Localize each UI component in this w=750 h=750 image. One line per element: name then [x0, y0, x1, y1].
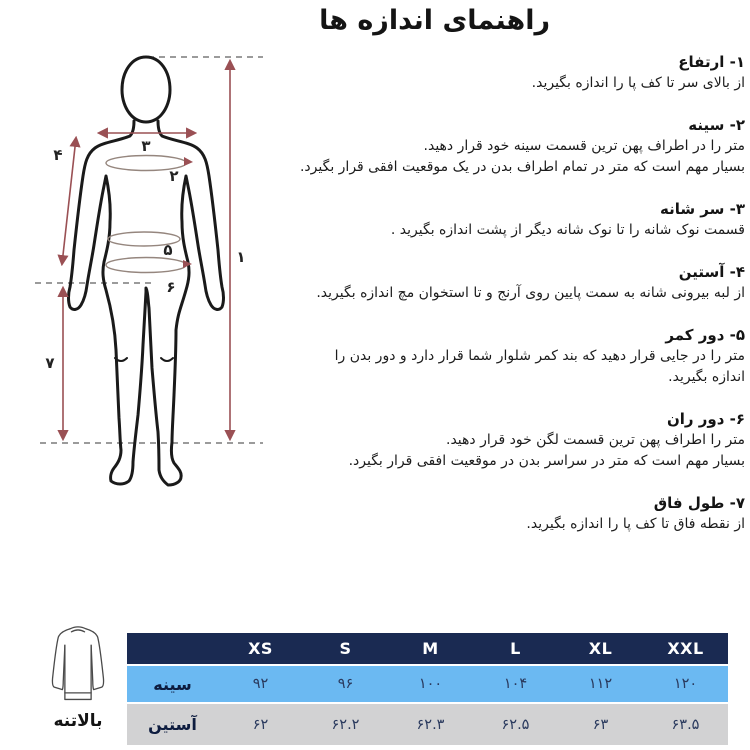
size-value-cell: ۶۲.۵ [501, 716, 530, 733]
size-table [127, 633, 728, 747]
section-text: متر را در اطراف پهن ترین قسمت سینه خود قرار دهید. [423, 138, 745, 154]
size-column-header: XL [588, 639, 613, 658]
figure-label-4: ۴ [53, 146, 63, 164]
size-table-row [127, 704, 728, 745]
size-column-header: XS [248, 639, 273, 658]
figure-label-3: ۳ [141, 137, 151, 155]
size-value-cell: ۱۰۰ [418, 676, 443, 692]
body-measurement-diagram [28, 50, 268, 512]
size-column-header: M [422, 639, 439, 658]
size-value-cell: ۱۲۰ [673, 676, 698, 692]
section-heading: ۷- طول فاق [653, 494, 745, 512]
left-knee-mark [115, 358, 127, 361]
measure-section [253, 409, 745, 472]
section-text: متر را اطراف پهن ترین قسمت لگن خود قرار دهید. [446, 432, 745, 448]
hip-measure-ellipse [106, 258, 186, 273]
figure-label-7: ۷ [45, 354, 55, 372]
page-title: راهنمای اندازه ها [319, 5, 550, 36]
section-text: بسیار مهم است که متر در سراسر بدن در موقعیت افقی قرار بگیرد. [348, 453, 745, 469]
figure-label-5: ۵ [163, 241, 173, 259]
section-text: اندازه بگیرید. [668, 369, 745, 385]
section-heading: ۶- دور ران [666, 410, 745, 428]
size-value-cell: ۶۲.۲ [331, 716, 360, 733]
section-text: از بالای سر تا کف پا را اندازه بگیرید. [531, 75, 745, 91]
row-label: سینه [153, 674, 192, 694]
section-text: از لبه بیرونی شانه به سمت پایین روی آرنج و تا استخوان مچ اندازه بگیرید. [316, 285, 745, 301]
section-heading: ۴- آستین [678, 263, 745, 281]
row-label: آستین [148, 715, 197, 734]
section-heading: ۳- سر شانه [659, 200, 745, 218]
size-column-header: S [339, 639, 352, 658]
size-value-cell: ۹۶ [337, 676, 354, 692]
size-column-header: XXL [667, 639, 704, 658]
size-value-cell: ۶۲ [252, 716, 269, 733]
size-value-cell: ۱۱۲ [588, 676, 613, 692]
measure-section [253, 325, 745, 388]
garment-label: بالاتنه [53, 711, 103, 731]
size-value-cell: ۶۳ [592, 716, 609, 733]
size-value-cell: ۶۳.۵ [671, 716, 700, 733]
right-knee-mark [161, 358, 173, 361]
section-heading: ۱- ارتفاع [678, 53, 745, 71]
figure-body-outline [69, 121, 224, 485]
measure-section [253, 52, 745, 94]
section-text: متر را در جایی قرار دهید که بند کمر شلوار شما قرار دارد و دور بدن را [334, 348, 745, 364]
figure-label-6: ۶ [166, 278, 176, 296]
size-value-cell: ۱۰۴ [503, 676, 528, 692]
size-value-cell: ۹۲ [252, 676, 269, 692]
figure-label-1: ۱ [236, 248, 246, 266]
measure-section [253, 115, 745, 178]
size-table-corner-cell [127, 633, 218, 664]
figure-label-2: ۲ [169, 167, 179, 185]
measure-section [253, 199, 745, 241]
section-text: از نقطه فاق تا کف پا را اندازه بگیرید. [526, 516, 745, 532]
figure-head [122, 57, 170, 122]
measure-sections [253, 52, 745, 556]
size-value-cell: ۶۲.۳ [416, 716, 445, 733]
section-text: قسمت نوک شانه را تا نوک شانه دیگر از پشت اندازه بگیرید . [390, 222, 745, 238]
garment-block [28, 624, 128, 731]
section-heading: ۵- دور کمر [665, 326, 745, 344]
measure-section [253, 262, 745, 304]
size-table-header-row [127, 633, 728, 664]
section-text: بسیار مهم است که متر در تمام اطراف بدن در یک موقعیت افقی قرار بگیرد. [299, 159, 745, 175]
size-table-row [127, 666, 728, 702]
sweater-icon [45, 624, 111, 706]
chest-ellipse-arrowhead [184, 157, 193, 166]
section-heading: ۲- سینه [688, 116, 745, 134]
size-column-header: L [510, 639, 521, 658]
measure-section [253, 493, 745, 535]
